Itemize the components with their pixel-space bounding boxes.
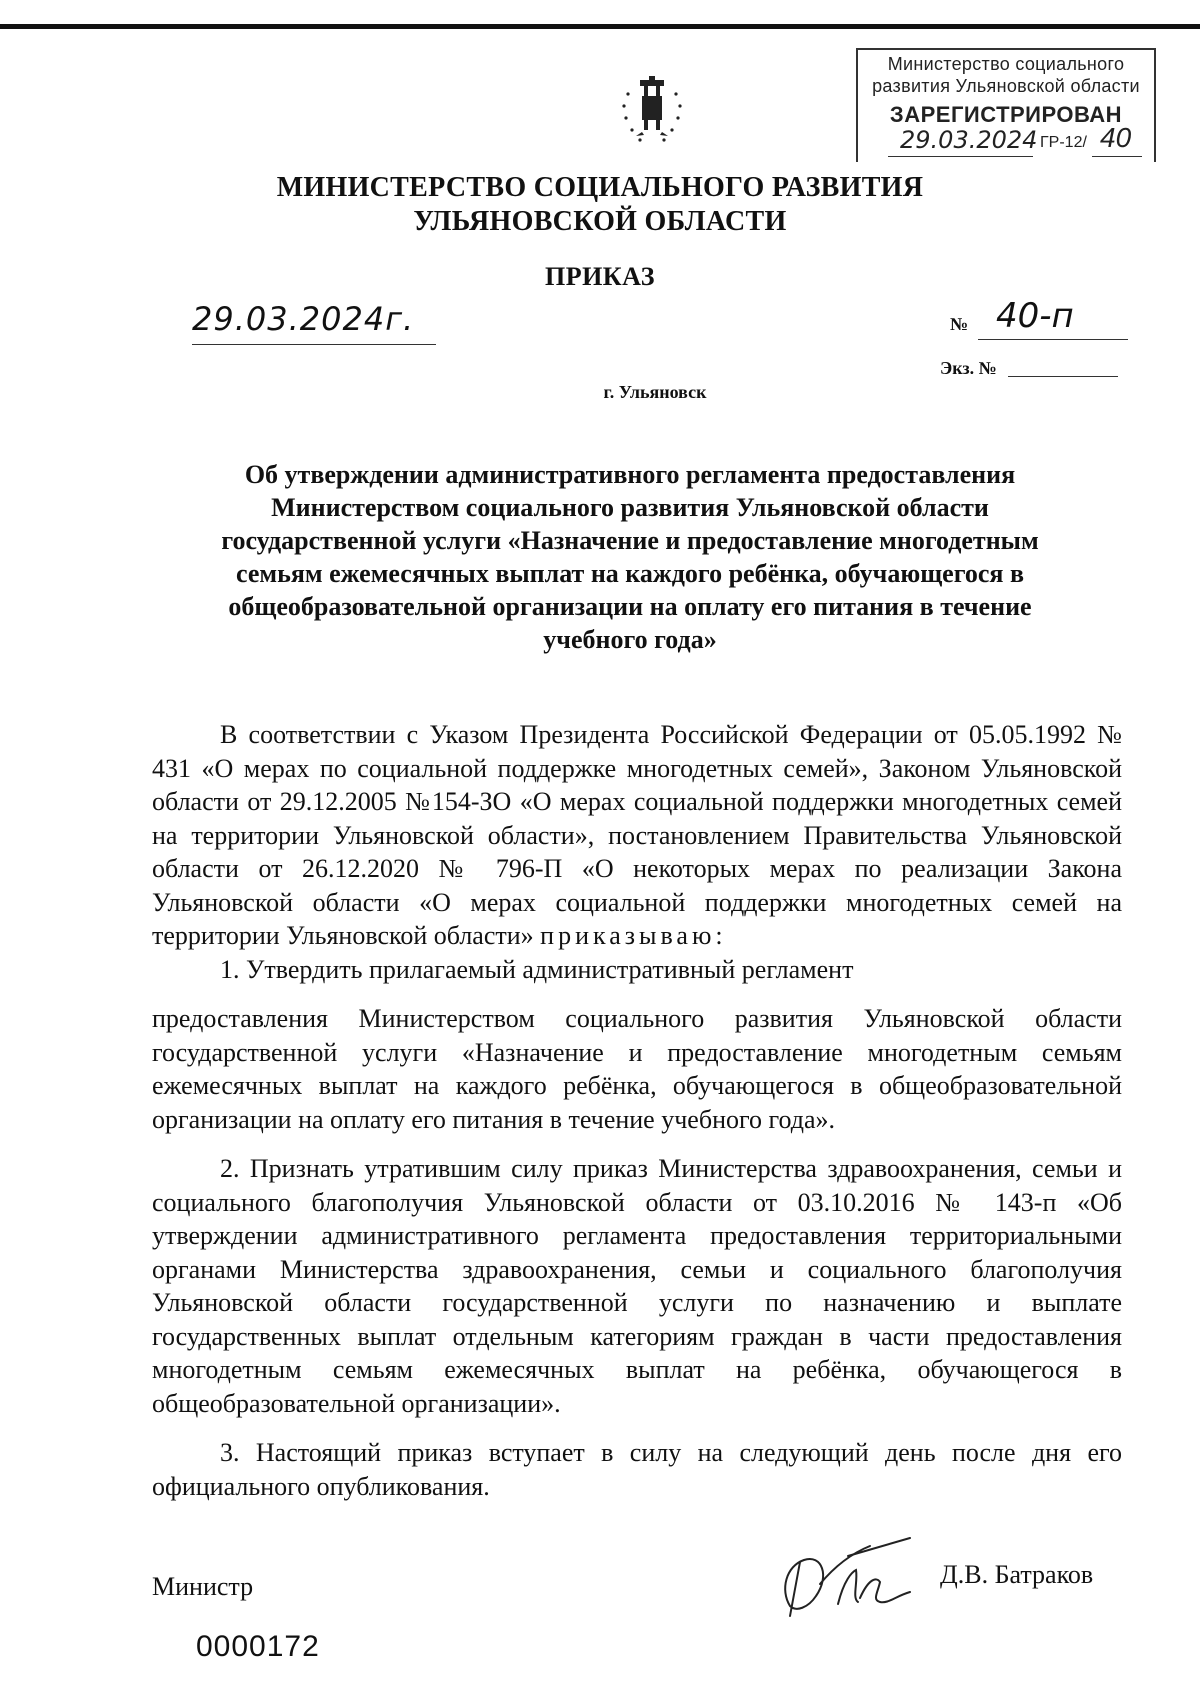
stamp-registration-line (870, 122, 1140, 158)
title-line: семьям ежемесячных выплат на каждого ребёнка, обучающегося в (235, 559, 1025, 588)
item-3-text: 3. Настоящий приказ вступает в силу на следующий день после дня его официального опубликования. (152, 1438, 1122, 1501)
item-2-gap (152, 1136, 1122, 1152)
preamble (152, 718, 1122, 953)
order-word: приказываю: (540, 921, 727, 950)
stamp-number-underline (1092, 156, 1142, 157)
registration-stamp (856, 48, 1156, 162)
order-date: 29.03.2024г. (192, 300, 436, 345)
title-line: общеобразовательной организации на оплату его питания в течение (228, 592, 1032, 621)
document-type: ПРИКАЗ (544, 262, 656, 291)
item-2-text: 2. Признать утратившим силу приказ Министерства здравоохранения, семьи и социального благополучия Ульяновской области от 03.10.2016 № 143-п «Об утверждении административного регламента предоставления территориальными органами Министерства здравоохранения, семьи и социального благополучия Ульяновской области государственной услуги по назначению и выплате государственных выплат отдельным категориям граждан в части предоставления многодетным семьям ежемесячных выплат на ребёнка, обучающегося в общеобразовательной организации». (152, 1154, 1122, 1418)
item-3-gap (152, 1420, 1122, 1436)
stamp-line-2: развития Ульяновской области (872, 76, 1140, 96)
stamp-prefix: ГР-12/ (1040, 134, 1087, 151)
serial-number: 0000172 (196, 1630, 320, 1663)
handwritten-signature-icon (760, 1520, 950, 1630)
title-line: Об утверждении административного регламента предоставления (244, 460, 1016, 489)
stamp-date: 29.03.2024 (900, 126, 1038, 154)
copy-number-label: Экз. № (940, 358, 997, 378)
top-border (0, 24, 1200, 29)
coat-of-arms-icon (616, 74, 688, 154)
ministry-name-line-2: УЛЬЯНОВСКОЙ ОБЛАСТИ (413, 206, 787, 237)
preamble-text: В соответствии с Указом Президента Российской Федерации от 05.05.1992 № 431 «О мерах по социальной поддержке многодетных семей», Законом Ульяновской области от 29.12.2005 №154-ЗО «О мерах социальной поддержки многодетных семей на территории Ульяновской области», постановлением Правительства Ульяновской области от 26.12.2020 № 796-П «О некоторых мерах по реализации Закона Ульяновской области «О мерах социальной поддержки многодетных семей на территории Ульяновской области» (152, 720, 1122, 950)
city: г. Ульяновск (603, 382, 707, 402)
title-line: государственной услуги «Назначение и предоставление многодетным (221, 526, 1039, 555)
number-sign: № (950, 314, 969, 334)
order-number: 40-п (978, 296, 1128, 340)
item-1-heading: 1. Утвердить прилагаемый административный регламент (220, 954, 854, 984)
item-1-text: предоставления Министерством социального развития Ульяновской области государственной услуги «Назначение и предоставление многодетным семьям ежемесячных выплат на каждого ребёнка, обучающегося в общеобразовательной организации на оплату его питания в течение учебного года». (152, 1004, 1122, 1134)
order-title (170, 458, 1090, 656)
ministry-name-line-1: МИНИСТЕРСТВО СОЦИАЛЬНОГО РАЗВИТИЯ (276, 172, 924, 203)
signatory-position: Министр (152, 1572, 254, 1601)
stamp-date-underline (888, 156, 1033, 157)
order-body (152, 718, 1122, 1503)
title-line: учебного года» (543, 625, 717, 654)
copy-number-blank (1008, 376, 1118, 377)
item-1-gap (152, 986, 1122, 1002)
stamp-line-1: Министерство социального (887, 54, 1125, 74)
title-line: Министерством социального развития Ульяновской области (271, 493, 989, 522)
stamp-number: 40 (1100, 122, 1132, 153)
signatory-name: Д.В. Батраков (940, 1560, 1094, 1589)
stamp-registered: ЗАРЕГИСТРИРОВАН (889, 102, 1123, 127)
